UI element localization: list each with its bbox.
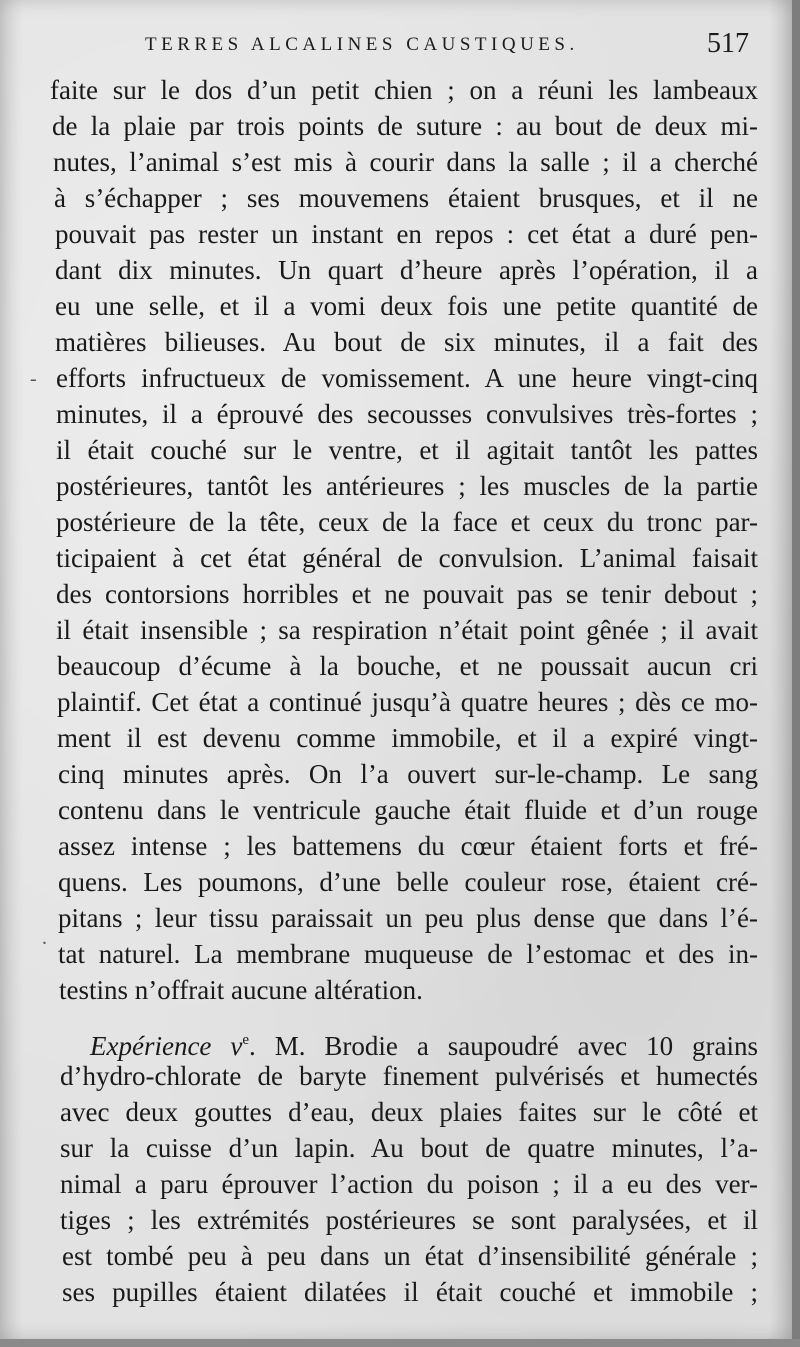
text-line: eu une selle, et il a vomi deux fois une petite quantité de [55, 291, 758, 321]
text-line: quens. Les poumons, d’une belle couleur rose, étaient cré- [58, 867, 758, 897]
margin-dot: . [42, 927, 47, 949]
experiment-heading-line [90, 1022, 758, 1061]
page-edge-right [792, 0, 800, 1347]
text-line: il était insensible ; sa respiration n’était point gênée ; il avait [56, 615, 758, 645]
text-line: faite sur le dos d’un petit chien ; on a réuni les lambeaux [50, 75, 758, 105]
text-line: pitans ; leur tissu paraissait un peu plus dense que dans l’é- [58, 903, 758, 933]
experiment-label-superscript: e [242, 1032, 250, 1048]
text-line: efforts infructueux de vomissement. A une heure vingt-cinq [56, 363, 758, 393]
text-line: des contorsions horribles et ne pouvait pas se tenir debout ; [56, 579, 758, 609]
text-line: postérieure de la tête, ceux de la face et ceux du tronc par- [56, 507, 758, 537]
text-line: ticipaient à cet état général de convulsion. L’animal faisait [56, 543, 758, 573]
text-line: minutes, il a éprouvé des secousses convulsives très-fortes ; [56, 399, 758, 429]
text-line: contenu dans le ventricule gauche était fluide et d’un rouge [58, 795, 758, 825]
page-number: 517 [707, 28, 749, 59]
text-line: cinq minutes après. On l’a ouvert sur-le-champ. Le sang [58, 759, 758, 789]
text-line: il était couché sur le ventre, et il agitait tantôt les pattes [56, 435, 758, 465]
text-line: ment il est devenu comme immobile, et il a expiré vingt- [57, 723, 758, 753]
text-line: beaucoup d’écume à la bouche, et ne poussait aucun cri [57, 651, 758, 681]
margin-dash: - [30, 368, 37, 390]
text-line: à s’échapper ; ses mouvemens étaient brusques, et il ne [54, 183, 758, 213]
text-line: d’hydro-chlorate de baryte finement pulvérisés et humectés [60, 1061, 758, 1091]
text-line: postérieures, tantôt les antérieures ; les muscles de la partie [56, 471, 758, 501]
text-line: sur la cuisse d’un lapin. Au bout de quatre minutes, l’a- [60, 1133, 758, 1163]
text-line: dant dix minutes. Un quart d’heure après l’opération, il a [55, 255, 758, 285]
text-line: avec deux gouttes d’eau, deux plaies faites sur le côté et [60, 1097, 758, 1127]
experiment-first-line-text: . M. Brodie a saupoudré avec 10 grains [249, 1031, 758, 1061]
text-line: nutes, l’animal s’est mis à courir dans la salle ; il a cherché [53, 147, 758, 177]
text-line: tiges ; les extrémités postérieures se sont paralysées, et il [60, 1205, 758, 1235]
text-line: est tombé peu à peu dans un état d’insensibilité générale ; [62, 1241, 758, 1271]
text-line: assez intense ; les battemens du cœur étaient forts et fré- [58, 831, 758, 861]
text-line: nimal a paru éprouver l’action du poison ; il a eu des ver- [60, 1169, 758, 1199]
text-line: testins n’offrait aucune altération. [59, 975, 423, 1005]
text-line: pouvait pas rester un instant en repos : cet état a duré pen- [55, 219, 758, 249]
running-head: TERRES ALCALINES CAUSTIQUES. [145, 34, 579, 55]
text-line: plaintif. Cet état a continué jusqu’à quatre heures ; dès ce mo- [57, 687, 758, 717]
text-line: ses pupilles étaient dilatées il était couché et immobile ; [62, 1277, 758, 1307]
text-line: de la plaie par trois points de suture : au bout de deux mi- [52, 111, 758, 141]
experiment-label: Expérience v [90, 1031, 243, 1061]
text-line: tat naturel. La membrane muqueuse de l’estomac et des in- [58, 939, 758, 969]
page-edge-bottom [0, 1339, 800, 1347]
text-line: matières bilieuses. Au bout de six minutes, il a fait des [55, 327, 758, 357]
